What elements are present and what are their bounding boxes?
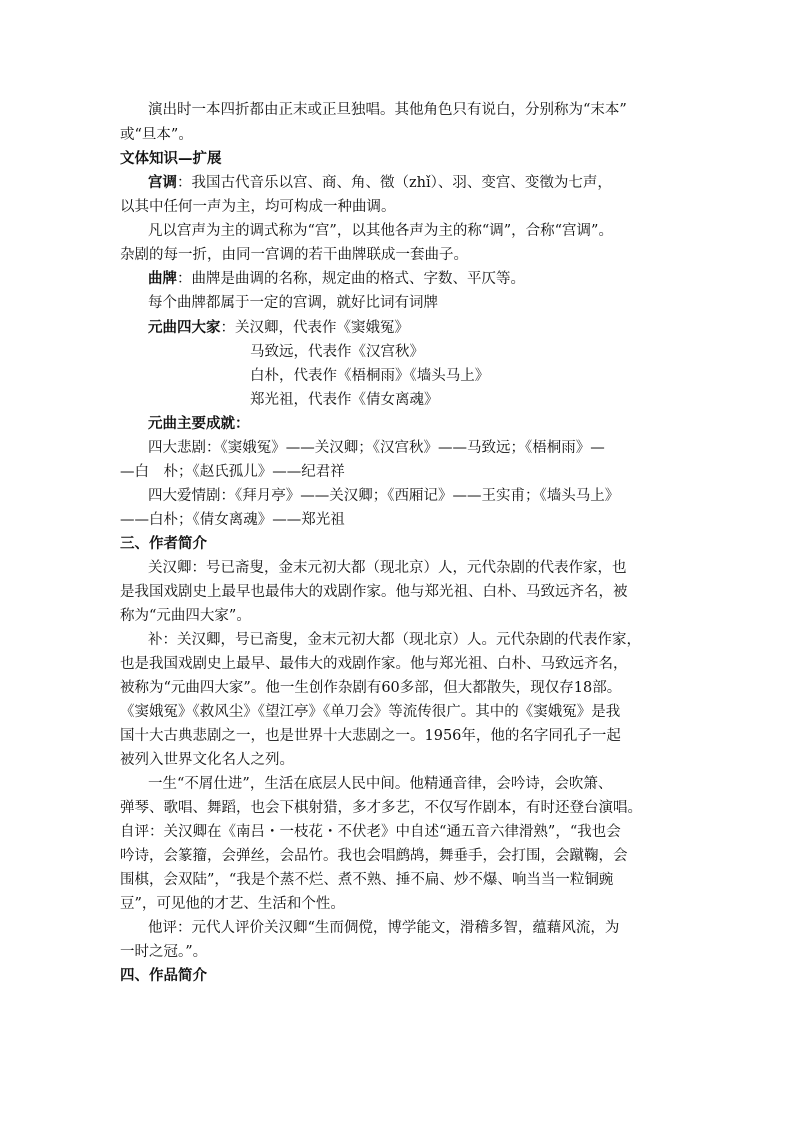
paragraph-line: 杂剧的每一折，由同一宫调的若干曲牌联成一套曲子。 — [120, 247, 468, 263]
paragraph-line: 称为“元曲四大家”。 — [120, 608, 251, 624]
paragraph-line: 补：关汉卿，号已斋叟，金末元初大都（现北京）人。元代杂剧的代表作家， — [148, 632, 641, 648]
subheading-chengjiu: 元曲主要成就： — [148, 415, 250, 432]
paragraph-line: 围棋，会双陆”，“我是个蒸不烂、煮不熟、捶不扁、炒不爆、响当当一粒铜豌 — [120, 872, 614, 888]
paragraph-line: 演出时一本四折都由正末或正旦独唱。其他角色只有说白，分别称为“末本” — [148, 102, 627, 118]
paragraph-line — [148, 269, 525, 289]
paragraph-line: 吟诗，会篆籀，会弹丝，会品竹。我也会唱鹧鸪，舞垂手，会打围，会蹴鞠，会 — [120, 848, 628, 864]
term-definition: ：曲牌是曲调的名称，规定曲的格式、字数、平仄等。 — [177, 271, 525, 287]
term-qupai: 曲牌 — [148, 270, 177, 287]
section-heading-zuozhe: 三、作者简介 — [120, 536, 207, 552]
paragraph-line: 以其中任何一声为主，均可构成一种曲调。 — [120, 199, 396, 215]
paragraph-line: 一时之冠。”。 — [120, 944, 208, 960]
paragraph-line: 《窦娥冤》《救风尘》《望江亭》《单刀会》等流传很广。其中的《窦娥冤》是我 — [120, 704, 621, 720]
paragraph-line: ——白朴；《倩女离魂》——郑光祖 — [120, 512, 345, 528]
paragraph-line: 或“旦本”。 — [120, 127, 193, 143]
section-heading-wenti: 文体知识—扩展 — [120, 151, 222, 167]
paragraph-line: 每个曲牌都属于一定的宫调，就好比词有词牌 — [148, 295, 438, 311]
paragraph-line: 凡以宫声为主的调式称为“宫”，以其他各声为主的称“调”，合称“宫调”。 — [148, 223, 613, 239]
paragraph-line: 弹琴、歌唱、舞蹈，也会下棋射猎，多才多艺，不仅写作剧本，有时还登台演唱。 — [120, 800, 642, 816]
paragraph-line — [148, 318, 409, 338]
paragraph-line: 是我国戏剧史上最早也最伟大的戏剧作家。他与郑光祖、白朴、马致远齐名，被 — [120, 584, 628, 600]
paragraph-line: 自评：关汉卿在《南吕・一枝花・不伏老》中自述“通五音六律滑熟”，“我也会 — [120, 824, 621, 840]
section-heading-zuopin: 四、作品简介 — [120, 968, 207, 984]
author-entry: 郑光祖，代表作《倩女离魂》 — [250, 392, 439, 408]
paragraph-line: 国十大古典悲剧之一，也是世界十大悲剧之一。1956年，他的名字同孔子一起 — [120, 728, 621, 744]
paragraph-line: —白 朴；《赵氏孤儿》——纪君祥 — [120, 464, 345, 480]
author-entry: 马致远，代表作《汉宫秋》 — [250, 344, 424, 360]
paragraph-line: 一生“不屑仕进”，生活在底层人民中间。他精通音律，会吟诗，会吹箫、 — [148, 776, 613, 792]
term-sidajia: 元曲四大家 — [148, 319, 221, 336]
author-entry: ：关汉卿，代表作《窦娥冤》 — [220, 320, 409, 336]
paragraph-line — [148, 173, 612, 193]
term-gongdiao: 宫调 — [148, 174, 177, 191]
paragraph-line: 被称为“元曲四大家”。他一生创作杂剧有60多部，但大都散失，现仅存18部。 — [120, 680, 622, 696]
paragraph-line: 四大悲剧：《窦娥冤》——关汉卿；《汉宫秋》——马致远；《梧桐雨》— — [148, 440, 605, 456]
paragraph-line: 他评：元代人评价关汉卿“生而倜傥，博学能文，滑稽多智，蕴藉风流，为 — [148, 920, 620, 936]
paragraph-line: 关汉卿：号已斋叟，金末元初大都（现北京）人，元代杂剧的代表作家，也 — [148, 560, 627, 576]
paragraph-line: 豆”，可见他的才艺、生活和个性。 — [120, 896, 345, 912]
paragraph-line: 四大爱情剧：《拜月亭》——关汉卿；《西厢记》——王实甫；《墙头马上》 — [148, 488, 620, 504]
author-entry: 白朴，代表作《梧桐雨》《墙头马上》 — [250, 368, 490, 384]
paragraph-line: 被列入世界文化名人之列。 — [120, 752, 294, 768]
term-definition: ：我国古代音乐以宫、商、角、徵（zhǐ）、羽、变宫、变徵为七声， — [177, 175, 612, 191]
paragraph-line: 也是我国戏剧史上最早、最伟大的戏剧作家。他与郑光祖、白朴、马致远齐名， — [120, 656, 628, 672]
